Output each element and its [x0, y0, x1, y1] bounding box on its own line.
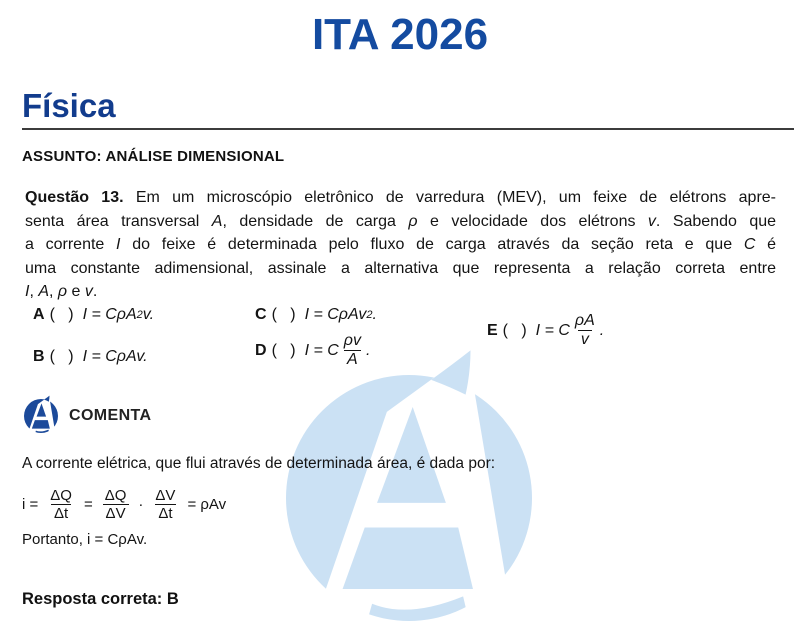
fraction: $\frac{\rho v}{A}$: [343, 332, 361, 369]
question-line: a corrente I do feixe é determinada pelo fluxo de carga através da seção reta e que C é: [25, 236, 777, 253]
option-marker: ( ): [271, 306, 296, 323]
option-formula: I = CρAv 2 .: [304, 306, 377, 323]
question-line: I, A, ρ e v.: [25, 283, 98, 300]
solution-section-label: COMENTA: [69, 407, 152, 424]
topic-label: ASSUNTO: ANÁLISE DIMENSIONAL: [22, 148, 285, 165]
option-c: [255, 306, 377, 324]
solution-derivation: i = $\frac{\Delta Q}{\Delta t}$ = $\frac{\Delta Q}{\Delta V}$ · $\frac{\Delta V}{\Delta t}$ = ρAv: [22, 487, 227, 523]
solution-conclusion: Portanto, i = CρAv.: [22, 531, 148, 548]
option-label: D: [255, 341, 267, 359]
option-label: A: [33, 306, 45, 323]
fraction: $\frac{\Delta Q}{\Delta V}$: [102, 487, 130, 523]
subject-heading-text: Física: [22, 87, 116, 124]
solution-section-header: [24, 399, 152, 433]
question-line: senta área transversal A, densidade de carga ρ e velocidade dos elétrons v. Sabendo que: [25, 212, 777, 230]
option-formula: I = CρA 2 v.: [82, 306, 155, 323]
question-line: Questão 13. Em um microscópio eletrônico de varredura (MEV), um feixe de elétrons apre-: [25, 189, 777, 206]
fraction: $\frac{\Delta V}{\Delta t}$: [155, 487, 176, 523]
option-b: [33, 348, 148, 366]
option-e: [487, 312, 604, 350]
question-line: uma constante adimensional, assinale a alternativa que representa a relação correta entre: [25, 259, 776, 277]
fraction: $\frac{\rho A}{v}$: [574, 312, 595, 349]
option-formula: I = C $\frac{\rho v}{A}$ .: [304, 332, 371, 369]
option-formula: I = CρAv.: [82, 348, 148, 365]
solution-intro: A corrente elétrica, que flui através de determinada área, é dada por:: [22, 455, 496, 472]
option-marker: ( ): [49, 306, 74, 323]
option-label: B: [33, 348, 45, 365]
question-text: [25, 186, 776, 304]
option-label: C: [255, 306, 267, 323]
subject-heading: [22, 88, 794, 130]
option-marker: ( ): [271, 341, 296, 359]
option-marker: ( ): [49, 348, 74, 365]
option-marker: ( ): [502, 321, 527, 339]
option-formula: I = C $\frac{\rho A}{v}$ .: [535, 312, 605, 349]
answer-line: Resposta correta: B: [22, 590, 179, 608]
option-label: E: [487, 321, 498, 339]
option-a: [33, 306, 154, 324]
anglo-logo-icon: [24, 399, 58, 433]
option-d: [255, 332, 370, 370]
page-title: ITA 2026: [311, 10, 489, 59]
fraction: $\frac{\Delta Q}{\Delta t}$: [50, 487, 72, 523]
